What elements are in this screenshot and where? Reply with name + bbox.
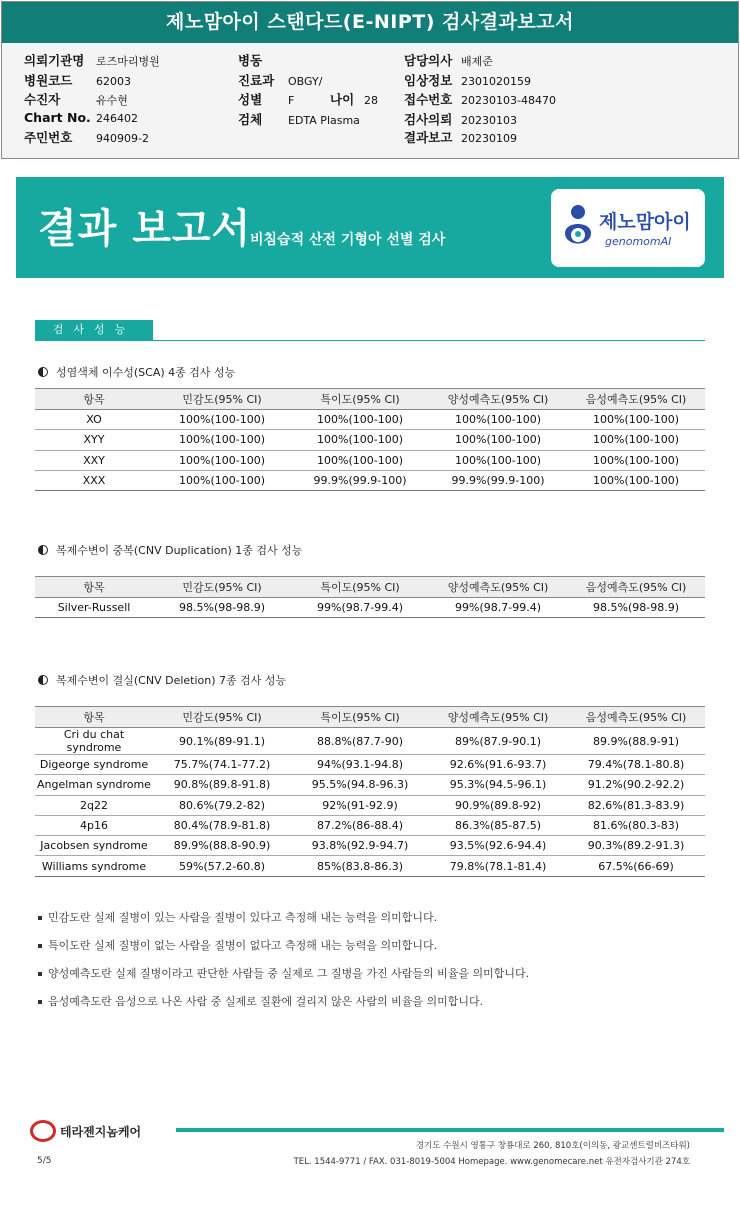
footer-divider: [176, 1128, 724, 1132]
info-ward: 병동: [238, 53, 263, 68]
info-department: 진료과 OBGY/: [238, 73, 323, 88]
metric-cell: 90.9%(89.8-92): [429, 795, 567, 815]
metric-cell: 92%(91-92.9): [291, 795, 429, 815]
page-number: 5/5: [37, 1156, 52, 1166]
section-divider: [35, 340, 705, 341]
metric-cell: 80.4%(78.9-81.8): [153, 815, 291, 835]
metric-cell: 98.5%(98-98.9): [153, 598, 291, 618]
column-header: 민감도(95% CI): [153, 707, 291, 728]
row-item-name: Silver-Russell: [35, 598, 153, 618]
metric-cell: 100%(100-100): [567, 430, 705, 450]
metric-cell: 98.5%(98-98.9): [567, 598, 705, 618]
metric-cell: 99.9%(99.9-100): [429, 470, 567, 490]
metric-cell: 81.6%(80.3-83): [567, 815, 705, 835]
metric-cell: 79.8%(78.1-81.4): [429, 856, 567, 876]
half-circle-icon: [38, 367, 48, 377]
table-row: [35, 795, 705, 815]
table-row: [35, 410, 705, 430]
dup-heading: 복제수변이 중복(CNV Duplication) 1종 검사 성능: [38, 542, 302, 558]
table-row: [35, 815, 705, 835]
sca-table: [35, 388, 705, 491]
metric-cell: 100%(100-100): [291, 450, 429, 470]
metric-cell: 100%(100-100): [567, 470, 705, 490]
row-item-name: Cri du chat syndrome: [35, 728, 153, 755]
note-item: 음성예측도란 음성으로 나온 사람 중 실제로 질환에 걸리지 않은 사람의 비율을 의미합니다.: [38, 992, 529, 1020]
note-item: 민감도란 실제 질병이 있는 사람을 질병이 있다고 측정해 내는 능력을 의미합니다.: [38, 908, 529, 936]
metric-cell: 95.5%(94.8-96.3): [291, 775, 429, 795]
result-banner: [16, 177, 724, 278]
metric-cell: 59%(57.2-60.8): [153, 856, 291, 876]
metric-cell: 75.7%(74.1-77.2): [153, 755, 291, 775]
metric-cell: 95.3%(94.5-96.1): [429, 775, 567, 795]
column-header: 특이도(95% CI): [291, 707, 429, 728]
note-item: 양성예측도란 실제 질병이라고 판단한 사람들 중 실제로 그 질병을 가진 사람들의 비율을 의미합니다.: [38, 964, 529, 992]
column-header: 음성예측도(95% CI): [567, 389, 705, 410]
table-row: [35, 470, 705, 490]
table-row: [35, 856, 705, 876]
table-header-row: [35, 577, 705, 598]
report-header: [1, 1, 739, 159]
section-tab-performance: 검사성능: [35, 320, 153, 340]
table-row: [35, 430, 705, 450]
row-item-name: 2q22: [35, 795, 153, 815]
row-item-name: Angelman syndrome: [35, 775, 153, 795]
metric-cell: 100%(100-100): [291, 430, 429, 450]
patient-info-grid: [2, 43, 738, 158]
metric-cell: 82.6%(81.3-83.9): [567, 795, 705, 815]
banner-title: 결과 보고서: [38, 206, 252, 252]
metric-cell: 87.2%(86-88.4): [291, 815, 429, 835]
info-chart-no: Chart No. 246402: [24, 110, 138, 125]
half-circle-icon: [38, 675, 48, 685]
row-item-name: Digeorge syndrome: [35, 755, 153, 775]
column-header: 항목: [35, 707, 153, 728]
info-hospital-code: 병원코드 62003: [24, 73, 131, 88]
metric-cell: 93.8%(92.9-94.7): [291, 836, 429, 856]
logo-english-text: genomomAI: [605, 235, 672, 248]
metric-cell: 92.6%(91.6-93.7): [429, 755, 567, 775]
metric-cell: 90.3%(89.2-91.3): [567, 836, 705, 856]
metric-cell: 90.8%(89.8-91.8): [153, 775, 291, 795]
metric-cell: 100%(100-100): [153, 470, 291, 490]
table-row: [35, 728, 705, 755]
column-header: 민감도(95% CI): [153, 577, 291, 598]
metric-cell: 100%(100-100): [567, 410, 705, 430]
table-row: [35, 775, 705, 795]
column-header: 항목: [35, 577, 153, 598]
sca-heading: 성염색체 이수성(SCA) 4종 검사 성능: [38, 364, 235, 380]
genomom-logo: [551, 189, 705, 267]
info-doctor: 담당의사 배제준: [404, 53, 493, 68]
info-specimen: 검체 EDTA Plasma: [238, 112, 360, 127]
info-institution: 의뢰기관명 로즈마리병원: [24, 53, 160, 68]
info-sex: 성별 F 나이 28: [238, 92, 378, 107]
table-row: [35, 598, 705, 618]
metric-cell: 89%(87.9-90.1): [429, 728, 567, 755]
footer-contact: TEL. 1544-9771 / FAX. 031-8019-5004 Homepage. www.genomecare.net 유전자검사기관 274호: [293, 1157, 690, 1167]
table-header-row: [35, 389, 705, 410]
row-item-name: XXY: [35, 450, 153, 470]
row-item-name: Williams syndrome: [35, 856, 153, 876]
table-row: [35, 836, 705, 856]
metric-cell: 88.8%(87.7-90): [291, 728, 429, 755]
info-request-date: 검사의뢰 20230103: [404, 112, 517, 127]
metric-cell: 91.2%(90.2-92.2): [567, 775, 705, 795]
report-title: 제노맘아이 스탠다드(E-NIPT) 검사결과보고서: [2, 2, 738, 43]
metric-cell: 100%(100-100): [153, 410, 291, 430]
column-header: 양성예측도(95% CI): [429, 707, 567, 728]
metric-cell: 100%(100-100): [429, 430, 567, 450]
row-item-name: XXX: [35, 470, 153, 490]
mother-baby-icon: [561, 203, 595, 253]
footer-address: 경기도 수원시 영통구 창룡대로 260, 810호(이의동, 광교센트럴비즈타워): [415, 1141, 690, 1151]
metric-cell: 94%(93.1-94.8): [291, 755, 429, 775]
del-heading: 복제수변이 결실(CNV Deletion) 7종 검사 성능: [38, 672, 286, 688]
column-header: 항목: [35, 389, 153, 410]
note-item: 특이도란 실제 질병이 없는 사람을 질병이 없다고 측정해 내는 능력을 의미합니다.: [38, 936, 529, 964]
metric-cell: 86.3%(85-87.5): [429, 815, 567, 835]
column-header: 특이도(95% CI): [291, 577, 429, 598]
row-item-name: XYY: [35, 430, 153, 450]
metric-cell: 80.6%(79.2-82): [153, 795, 291, 815]
del-table: [35, 706, 705, 877]
metric-cell: 85%(83.8-86.3): [291, 856, 429, 876]
column-header: 양성예측도(95% CI): [429, 577, 567, 598]
company-logo: 테라젠지놈케어: [30, 1120, 141, 1142]
info-report-date: 결과보고 20230109: [404, 130, 517, 145]
banner-subtitle: 비침습적 산전 기형아 선별 검사: [250, 232, 446, 248]
row-item-name: Jacobsen syndrome: [35, 836, 153, 856]
info-resident-no: 주민번호 940909-2: [24, 130, 149, 145]
column-header: 민감도(95% CI): [153, 389, 291, 410]
metric-cell: 100%(100-100): [429, 450, 567, 470]
metric-cell: 89.9%(88.8-90.9): [153, 836, 291, 856]
metric-cell: 89.9%(88.9-91): [567, 728, 705, 755]
metric-cell: 100%(100-100): [567, 450, 705, 470]
metric-cell: 100%(100-100): [291, 410, 429, 430]
logo-korean-text: 제노맘아이: [599, 211, 691, 233]
company-mark-icon: [30, 1120, 56, 1142]
table-row: [35, 755, 705, 775]
metric-cell: 100%(100-100): [429, 410, 567, 430]
metric-cell: 79.4%(78.1-80.8): [567, 755, 705, 775]
column-header: 특이도(95% CI): [291, 389, 429, 410]
dup-table: [35, 576, 705, 618]
metric-cell: 67.5%(66-69): [567, 856, 705, 876]
metric-cell: 93.5%(92.6-94.4): [429, 836, 567, 856]
half-circle-icon: [38, 545, 48, 555]
info-patient-name: 수진자 유수현: [24, 92, 128, 107]
info-receipt-no: 접수번호 20230103-48470: [404, 92, 556, 107]
table-row: [35, 450, 705, 470]
metric-cell: 90.1%(89-91.1): [153, 728, 291, 755]
metric-cell: 99%(98.7-99.4): [429, 598, 567, 618]
row-item-name: 4p16: [35, 815, 153, 835]
metric-cell: 99.9%(99.9-100): [291, 470, 429, 490]
column-header: 양성예측도(95% CI): [429, 389, 567, 410]
metric-cell: 100%(100-100): [153, 450, 291, 470]
definition-notes: [38, 908, 529, 1020]
table-header-row: [35, 707, 705, 728]
info-clinical: 임상정보 2301020159: [404, 73, 531, 88]
column-header: 음성예측도(95% CI): [567, 577, 705, 598]
row-item-name: XO: [35, 410, 153, 430]
column-header: 음성예측도(95% CI): [567, 707, 705, 728]
metric-cell: 99%(98.7-99.4): [291, 598, 429, 618]
metric-cell: 100%(100-100): [153, 430, 291, 450]
